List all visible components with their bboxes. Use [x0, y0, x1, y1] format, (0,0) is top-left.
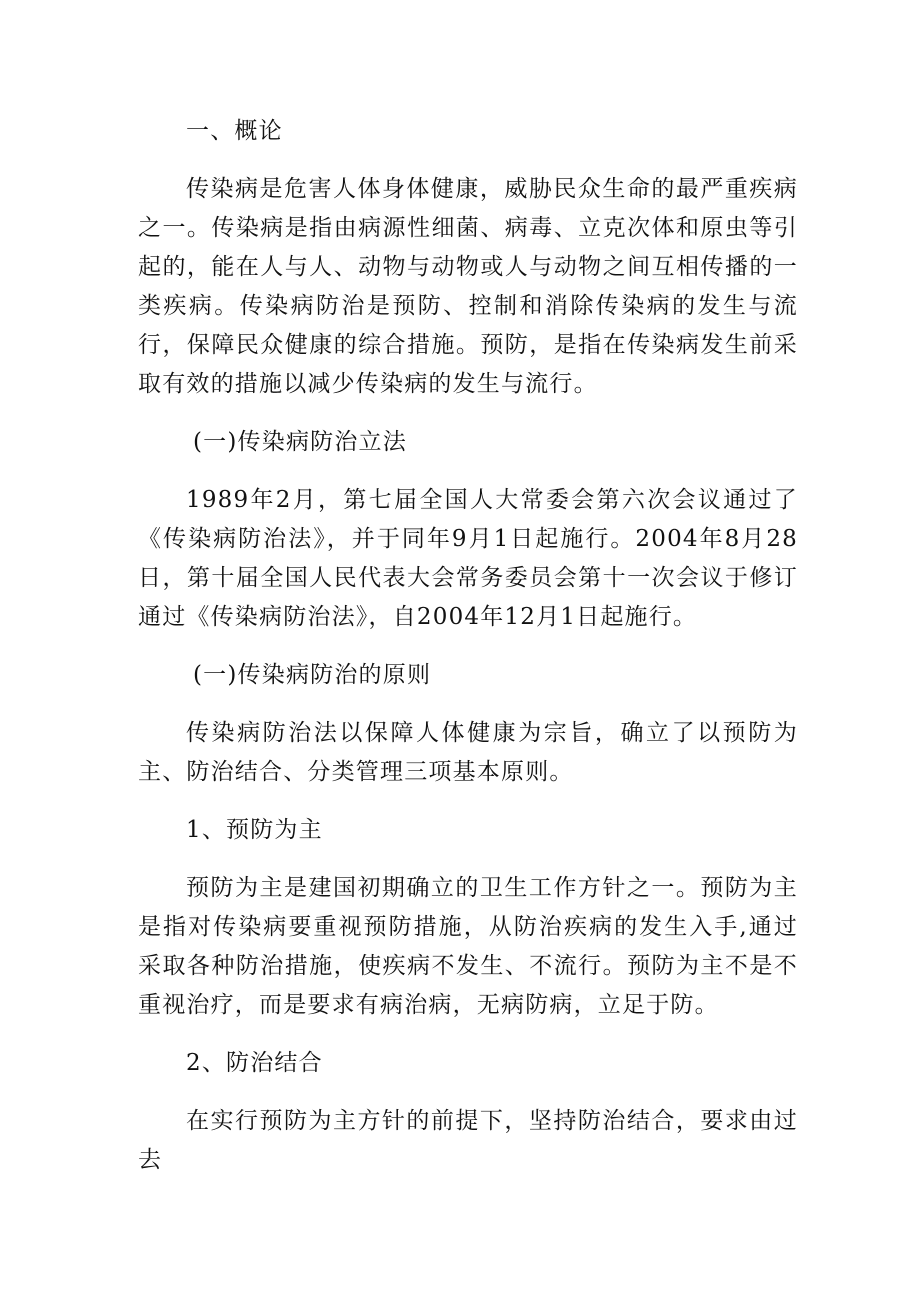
spacer: [138, 1025, 798, 1044]
spacer: [138, 151, 798, 170]
spacer: [138, 637, 798, 656]
paragraph-overview: 传染病是危害人体身体健康，威胁民众生命的最严重疾病之一。传染病是指由病源性细菌、病毒、立克次体和原虫等引起的，能在人与人、动物与动物或人与动物之间互相传播的一类疾病。传染病防治是预防、控制和消除传染病的发生与流行，保障民众健康的综合措施。预防，是指在传染病发生前采取有效的措施以减少传染病的发生与流行。: [138, 176, 798, 397]
section-heading-prevention-first: 1、预防为主: [186, 817, 323, 843]
spacer: [138, 462, 798, 481]
document-body: [138, 112, 798, 1180]
paragraph-legislation: 1989年2月，第七届全国人大常委会第六次会议通过了《传染病防治法》，并于同年9月1日起施行。2004年8月28日，第十届全国人民代表大会常务委员会第十一次会议于修订通过《传染病防治法》，自2004年12月1日起施行。: [138, 487, 798, 630]
section-heading-principles: (一)传染病防治的原则: [193, 662, 432, 688]
spacer: [138, 404, 798, 423]
paragraph-prevention-treatment: 在实行预防为主方针的前提下，坚持防治结合，要求由过去: [138, 1108, 798, 1173]
paragraph-prevention-first: 预防为主是建国初期确立的卫生工作方针之一。预防为主是指对传染病要重视预防措施，从防治疾病的发生入手,通过采取各种防治措施，使疾病不发生、不流行。预防为主不是不重视治疗，而是要求有病治病，无病防病，立足于防。: [138, 875, 798, 1018]
spacer: [138, 695, 798, 714]
section-heading-legislation: (一)传染病防治立法: [193, 429, 407, 455]
spacer: [138, 792, 798, 811]
section-heading-prevention-treatment: 2、防治结合: [186, 1050, 323, 1076]
spacer: [138, 850, 798, 869]
section-heading-overview: 一、概论: [186, 118, 283, 144]
paragraph-principles: 传染病防治法以保障人体健康为宗旨，确立了以预防为主、防治结合、分类管理三项基本原则。: [138, 720, 798, 785]
spacer: [138, 1083, 798, 1102]
